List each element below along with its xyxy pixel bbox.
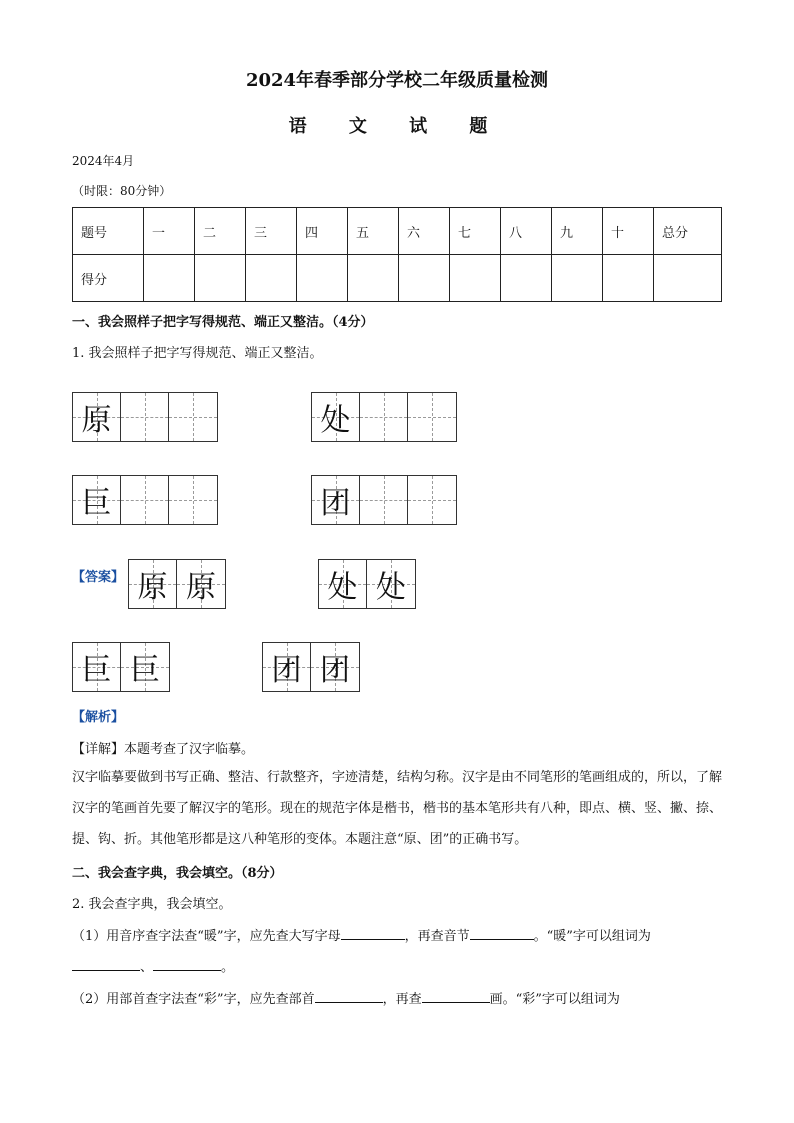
- answer-char: 原: [186, 570, 216, 605]
- score-table: [72, 207, 722, 302]
- answer-char: 团: [320, 653, 350, 688]
- writing-grid: [72, 475, 218, 525]
- score-table-header-row: [73, 208, 722, 255]
- model-char: 处: [320, 403, 351, 438]
- write-cell[interactable]: [121, 393, 169, 441]
- write-cell[interactable]: [121, 476, 169, 524]
- header-cell: 八: [501, 208, 552, 255]
- answer-cell: [177, 560, 225, 608]
- q2-part1-end: 。: [221, 960, 235, 975]
- answer-cell: [121, 643, 169, 691]
- q2-part2-text-a: （2）用部首查字法查“彩”字，应先查部首: [72, 992, 315, 1007]
- model-char: 原: [81, 403, 112, 438]
- writing-grid: [72, 392, 218, 442]
- model-char: 巨: [81, 486, 112, 521]
- answer-cell: [367, 560, 415, 608]
- answer-blank[interactable]: [341, 925, 405, 940]
- answer-char: 处: [376, 570, 406, 605]
- header-cell: 九: [552, 208, 603, 255]
- header-cell: 总分: [654, 208, 722, 255]
- header-cell: 七: [450, 208, 501, 255]
- header-cell: 三: [246, 208, 297, 255]
- answer-blank[interactable]: [315, 988, 383, 1003]
- detail-text: 【详解】本题考查了汉字临摹。: [72, 742, 255, 757]
- q2-part2-line1: [72, 988, 620, 1007]
- answer-blank[interactable]: [470, 925, 534, 940]
- score-cell[interactable]: [399, 255, 450, 302]
- question-2: 2. 我会查字典，我会填空。: [72, 897, 232, 912]
- score-cell[interactable]: [654, 255, 722, 302]
- answer-label: 【答案】: [72, 570, 125, 585]
- header-cell: 五: [348, 208, 399, 255]
- writing-grid: [311, 392, 457, 442]
- answer-cell: [263, 643, 311, 691]
- q2-part2-text-b: ，再查: [382, 992, 422, 1007]
- header-cell: 题号: [73, 208, 144, 255]
- score-table-score-row: [73, 255, 722, 302]
- q2-part1-line1: [72, 925, 651, 944]
- q2-part1-text-a: （1）用音序查字法查“暖”字，应先查大写字母: [72, 929, 341, 944]
- score-cell[interactable]: [501, 255, 552, 302]
- answer-cell: [73, 643, 121, 691]
- q2-part2-text-c: 画。“彩”字可以组词为: [489, 992, 620, 1007]
- answer-char: 处: [327, 570, 358, 605]
- answer-char: 巨: [81, 653, 112, 688]
- question-1: 1. 我会照样子把字写得规范、端正又整洁。: [72, 346, 323, 361]
- score-cell[interactable]: [348, 255, 399, 302]
- write-cell[interactable]: [360, 476, 408, 524]
- score-cell[interactable]: [144, 255, 195, 302]
- analysis-label: 【解析】: [72, 710, 125, 725]
- answer-blank[interactable]: [153, 956, 221, 971]
- write-cell[interactable]: [408, 476, 456, 524]
- answer-grid: [128, 559, 226, 609]
- score-cell[interactable]: [450, 255, 501, 302]
- time-limit: （时限：80分钟）: [72, 184, 172, 198]
- answer-blank[interactable]: [72, 956, 140, 971]
- answer-cell: [129, 560, 177, 608]
- q2-part1-text-c: 。“暖”字可以组词为: [533, 929, 651, 944]
- section2-heading: 二、我会查字典，我会填空。（8分）: [72, 866, 283, 881]
- section1-heading: 一、我会照样子把字写得规范、端正又整洁。（4分）: [72, 315, 374, 330]
- score-cell[interactable]: [297, 255, 348, 302]
- q2-part1-text-b: ，再查音节: [404, 929, 470, 944]
- answer-grid: [72, 642, 170, 692]
- header-cell: 二: [195, 208, 246, 255]
- write-cell[interactable]: [360, 393, 408, 441]
- answer-cell: [319, 560, 367, 608]
- exam-date: 2024年4月: [72, 154, 135, 168]
- model-char: 团: [320, 486, 351, 521]
- answer-grid: [262, 642, 360, 692]
- model-cell: [73, 393, 121, 441]
- write-cell[interactable]: [169, 476, 217, 524]
- q2-part1-separator: 、: [140, 960, 154, 975]
- explanation-text: 汉字临摹要做到书写正确、整洁、行款整齐，字迹清楚，结构匀称。汉字是由不同笔形的笔画组成的，所以，了解汉字的笔画首先要了解汉字的笔形。现在的规范字体是楷书，楷书的基本笔形共有八种，即点、横、竖、撇、捺、提、钩、折。其他笔形都是这八种笔形的变体。本题注意“原、团”的正确书写。: [72, 770, 723, 847]
- answer-char: 原: [137, 570, 168, 605]
- model-cell: [312, 393, 360, 441]
- score-cell[interactable]: [195, 255, 246, 302]
- score-cell[interactable]: [552, 255, 603, 302]
- answer-grid: [318, 559, 416, 609]
- q2-part1-line2: [72, 956, 234, 975]
- answer-char: 团: [271, 653, 302, 688]
- score-cell[interactable]: [246, 255, 297, 302]
- answer-blank[interactable]: [422, 988, 490, 1003]
- exam-subtitle: 语 文 试 题: [288, 116, 506, 137]
- row-label-cell: 得分: [73, 255, 144, 302]
- answer-char: 巨: [130, 653, 160, 688]
- model-cell: [73, 476, 121, 524]
- model-cell: [312, 476, 360, 524]
- write-cell[interactable]: [408, 393, 456, 441]
- header-cell: 一: [144, 208, 195, 255]
- answer-cell: [311, 643, 359, 691]
- header-cell: 十: [603, 208, 654, 255]
- exam-title: 2024年春季部分学校二年级质量检测: [245, 70, 549, 91]
- writing-grid: [311, 475, 457, 525]
- header-cell: 六: [399, 208, 450, 255]
- header-cell: 四: [297, 208, 348, 255]
- score-cell[interactable]: [603, 255, 654, 302]
- write-cell[interactable]: [169, 393, 217, 441]
